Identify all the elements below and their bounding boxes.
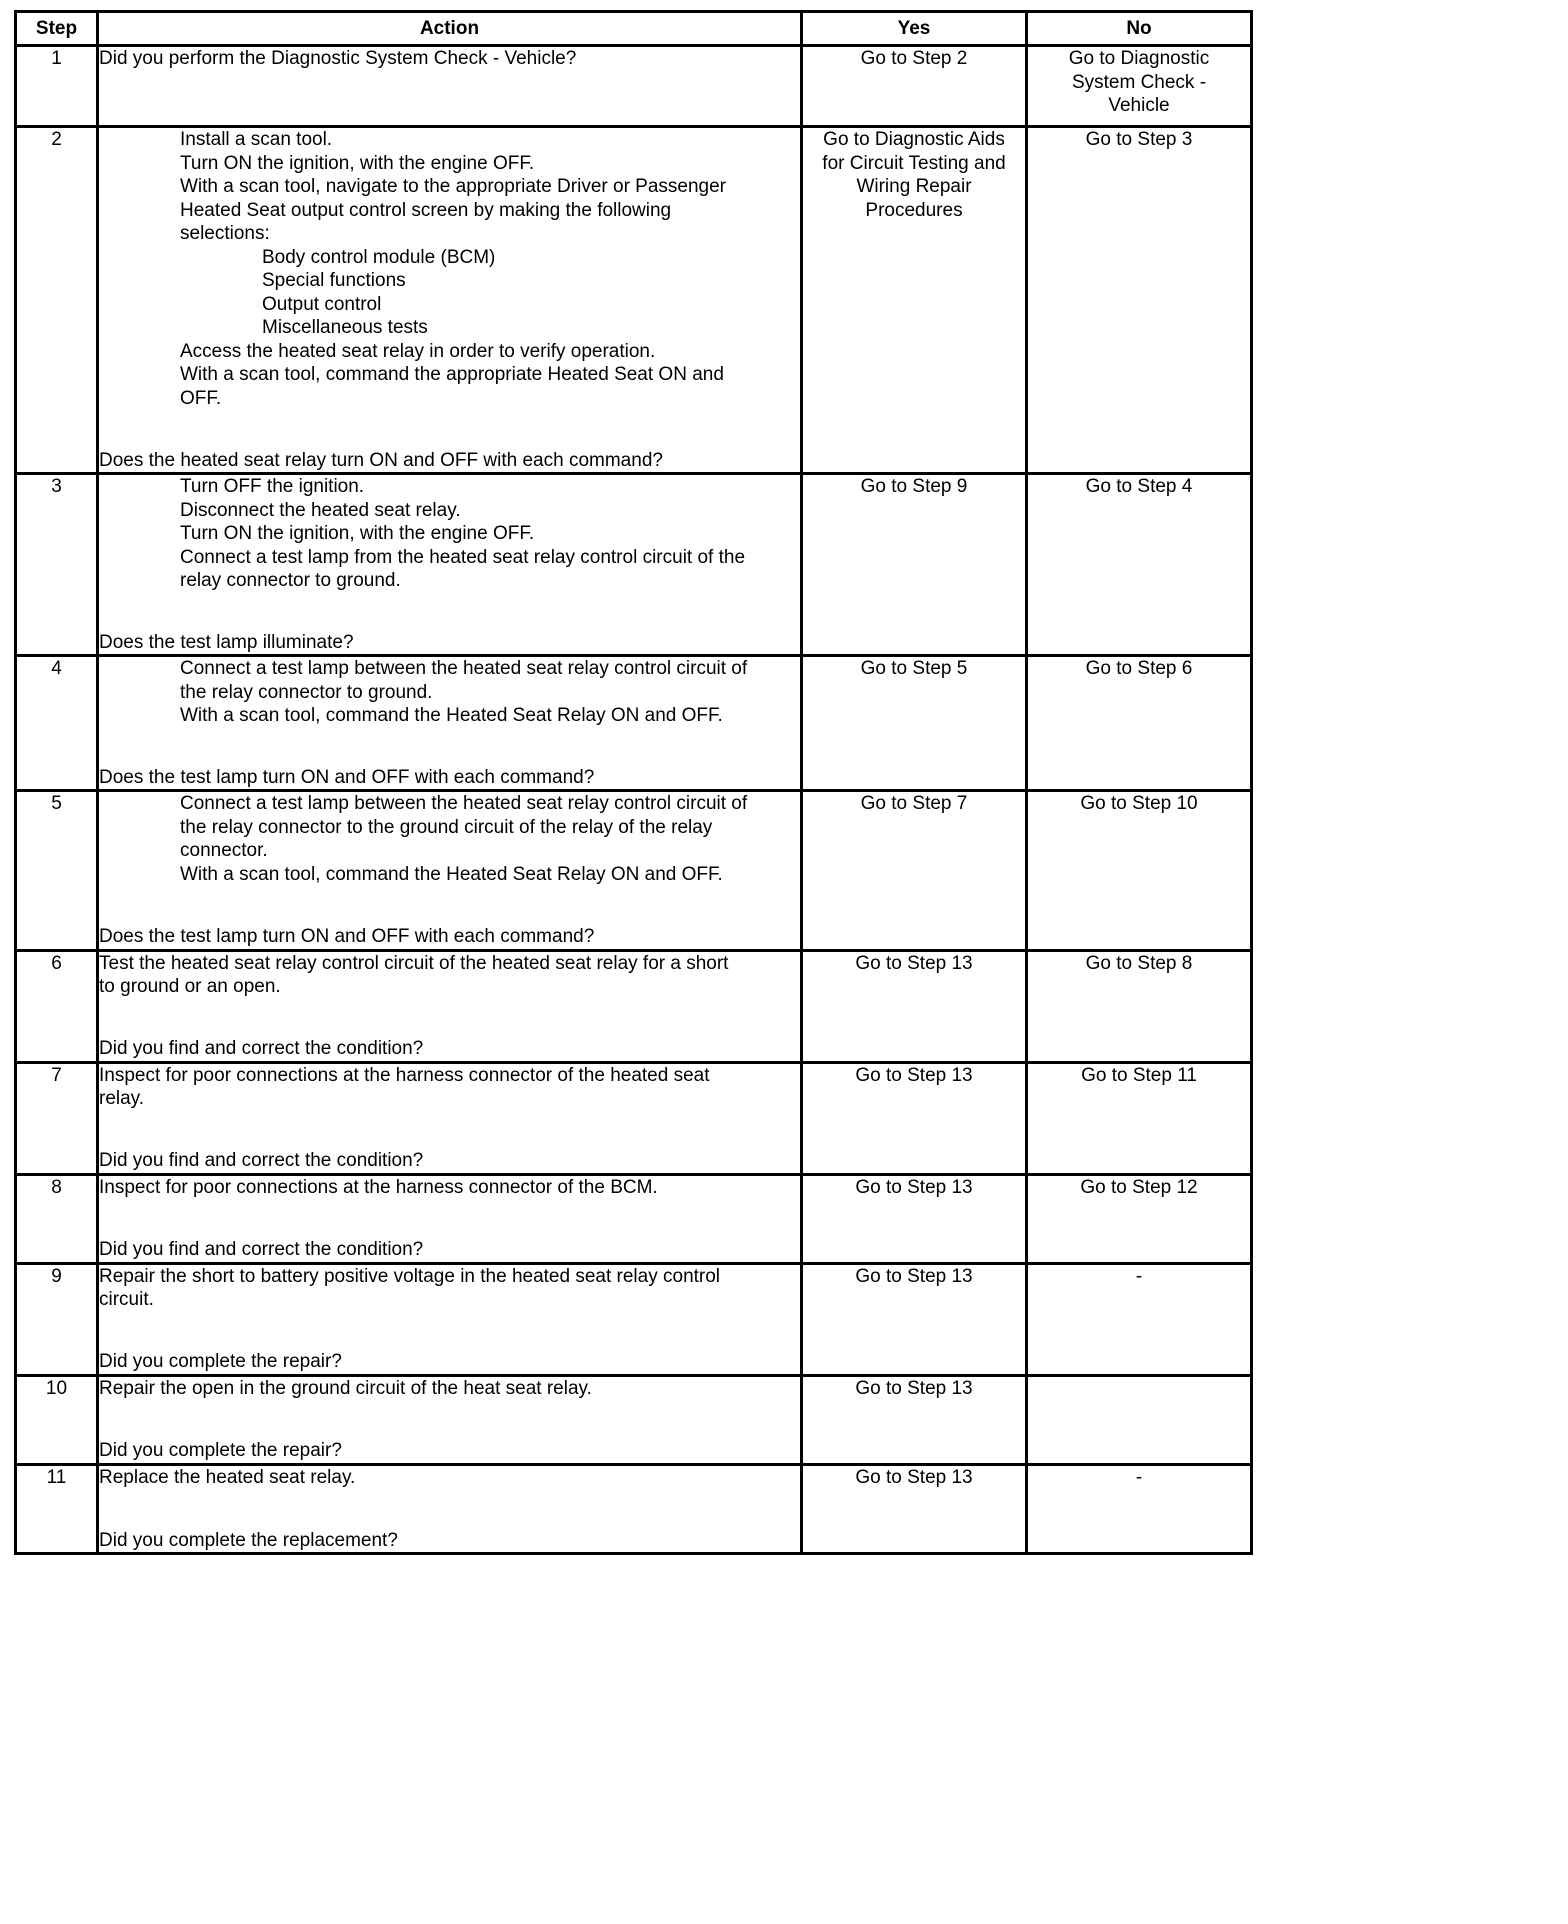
instruction-line: Connect a test lamp between the heated seat relay control circuit of bbox=[180, 793, 748, 815]
table-row bbox=[16, 127, 1252, 474]
no-cell: Go to Step 8 bbox=[1027, 950, 1252, 1062]
question-text: Did you complete the repair? bbox=[99, 1351, 342, 1373]
instruction-line: With a scan tool, navigate to the appropriate Driver or Passenger bbox=[180, 176, 727, 198]
yes-cell: Go to Step 13 bbox=[802, 1263, 1027, 1375]
action-cell bbox=[98, 950, 802, 1062]
instruction-line: selections: bbox=[180, 223, 270, 245]
yes-cell: Go to Step 7 bbox=[802, 791, 1027, 950]
table-row bbox=[16, 656, 1252, 791]
sub-item-list bbox=[99, 246, 800, 340]
question-text: Does the test lamp illuminate? bbox=[99, 631, 354, 653]
step-number: 4 bbox=[16, 656, 98, 791]
instruction-list bbox=[99, 128, 800, 410]
no-line: System Check - bbox=[1071, 71, 1207, 93]
no-cell: - bbox=[1027, 1464, 1252, 1553]
action-text: Did you perform the Diagnostic System Check - Vehicle? bbox=[99, 48, 577, 69]
step-number: 6 bbox=[16, 950, 98, 1062]
action-line: to ground or an open. bbox=[99, 976, 281, 998]
table-row bbox=[16, 46, 1252, 127]
header-no: No bbox=[1027, 12, 1252, 46]
yes-cell: Go to Step 13 bbox=[802, 1174, 1027, 1263]
step-number: 9 bbox=[16, 1263, 98, 1375]
no-cell: Go to Step 6 bbox=[1027, 656, 1252, 791]
header-step: Step bbox=[16, 12, 98, 46]
instruction-line: the relay connector to ground. bbox=[180, 681, 433, 703]
action-cell bbox=[98, 1062, 802, 1174]
yes-cell: Go to Step 13 bbox=[802, 1062, 1027, 1174]
sub-item: Special functions bbox=[262, 270, 406, 292]
action-line: Repair the open in the ground circuit of the heat seat relay. bbox=[99, 1377, 592, 1399]
instruction-line: the relay connector to the ground circuit of the relay of the relay bbox=[180, 816, 713, 838]
question-text: Does the heated seat relay turn ON and OFF with each command? bbox=[99, 449, 663, 471]
sub-item: Output control bbox=[262, 293, 382, 315]
action-cell bbox=[98, 127, 802, 474]
no-cell: Go to Step 4 bbox=[1027, 474, 1252, 656]
instruction-list bbox=[99, 792, 800, 886]
no-cell: - bbox=[1027, 1263, 1252, 1375]
no-cell bbox=[1027, 1375, 1252, 1464]
action-line: Replace the heated seat relay. bbox=[99, 1466, 356, 1488]
diagnostic-table bbox=[14, 10, 1253, 1555]
yes-line: Go to Diagnostic Aids bbox=[823, 129, 1005, 151]
no-line: Go to Diagnostic bbox=[1068, 48, 1210, 69]
question-text: Did you complete the replacement? bbox=[99, 1529, 398, 1551]
yes-cell bbox=[802, 127, 1027, 474]
step-number: 8 bbox=[16, 1174, 98, 1263]
no-cell: Go to Step 3 bbox=[1027, 127, 1252, 474]
yes-cell: Go to Step 9 bbox=[802, 474, 1027, 656]
header-row bbox=[16, 12, 1252, 46]
action-cell bbox=[98, 1464, 802, 1553]
instruction-line: Turn ON the ignition, with the engine OFF. bbox=[180, 523, 535, 545]
question-text: Did you find and correct the condition? bbox=[99, 1239, 424, 1261]
step-number: 5 bbox=[16, 791, 98, 950]
instruction-line: Disconnect the heated seat relay. bbox=[180, 499, 461, 521]
table-row bbox=[16, 1062, 1252, 1174]
yes-cell: Go to Step 13 bbox=[802, 1464, 1027, 1553]
action-paragraph bbox=[99, 1176, 800, 1200]
table-row bbox=[16, 1174, 1252, 1263]
instruction-line: Connect a test lamp between the heated seat relay control circuit of bbox=[180, 658, 748, 680]
question-text: Does the test lamp turn ON and OFF with each command? bbox=[99, 766, 595, 788]
table-row bbox=[16, 474, 1252, 656]
yes-cell: Go to Step 2 bbox=[802, 46, 1027, 127]
action-line: Test the heated seat relay control circuit of the heated seat relay for a short bbox=[99, 952, 729, 974]
yes-cell: Go to Step 13 bbox=[802, 1375, 1027, 1464]
action-cell bbox=[98, 46, 802, 127]
table-row bbox=[16, 1375, 1252, 1464]
action-cell bbox=[98, 656, 802, 791]
instruction-line: Connect a test lamp from the heated seat relay control circuit of the bbox=[180, 546, 746, 568]
action-paragraph bbox=[99, 1265, 800, 1312]
action-line: circuit. bbox=[99, 1289, 154, 1311]
action-cell bbox=[98, 474, 802, 656]
instruction-list bbox=[99, 475, 800, 593]
question-text: Did you find and correct the condition? bbox=[99, 1150, 424, 1172]
no-cell bbox=[1027, 46, 1252, 127]
no-cell: Go to Step 12 bbox=[1027, 1174, 1252, 1263]
question-text: Did you complete the repair? bbox=[99, 1440, 342, 1462]
yes-cell: Go to Step 13 bbox=[802, 950, 1027, 1062]
table-row bbox=[16, 1464, 1252, 1553]
action-cell bbox=[98, 1174, 802, 1263]
action-line: Inspect for poor connections at the harness connector of the BCM. bbox=[99, 1176, 658, 1198]
instruction-line: Turn ON the ignition, with the engine OFF. bbox=[180, 152, 535, 174]
action-paragraph bbox=[99, 1377, 800, 1401]
no-cell: Go to Step 10 bbox=[1027, 791, 1252, 950]
header-action: Action bbox=[98, 12, 802, 46]
question-text: Did you find and correct the condition? bbox=[99, 1038, 424, 1060]
instruction-line: Heated Seat output control screen by making the following bbox=[180, 199, 672, 221]
sub-item: Body control module (BCM) bbox=[262, 246, 496, 268]
instruction-line: With a scan tool, command the appropriate Heated Seat ON and bbox=[180, 364, 724, 386]
action-line: relay. bbox=[99, 1088, 145, 1110]
action-cell bbox=[98, 1263, 802, 1375]
instruction-line: With a scan tool, command the Heated Seat Relay ON and OFF. bbox=[180, 863, 723, 885]
table-row bbox=[16, 950, 1252, 1062]
instruction-line: With a scan tool, command the Heated Seat Relay ON and OFF. bbox=[180, 705, 723, 727]
action-cell bbox=[98, 791, 802, 950]
action-cell bbox=[98, 1375, 802, 1464]
step-number: 3 bbox=[16, 474, 98, 656]
yes-line: Wiring Repair bbox=[856, 176, 972, 198]
yes-line: Procedures bbox=[865, 199, 963, 221]
instruction-line: Install a scan tool. bbox=[180, 129, 333, 151]
instruction-line: OFF. bbox=[180, 387, 222, 409]
instruction-line: Turn OFF the ignition. bbox=[180, 476, 365, 498]
step-number: 11 bbox=[16, 1464, 98, 1553]
question-text: Does the test lamp turn ON and OFF with each command? bbox=[99, 926, 595, 948]
action-paragraph bbox=[99, 1064, 800, 1111]
no-cell: Go to Step 11 bbox=[1027, 1062, 1252, 1174]
step-number: 10 bbox=[16, 1375, 98, 1464]
header-yes: Yes bbox=[802, 12, 1027, 46]
yes-cell: Go to Step 5 bbox=[802, 656, 1027, 791]
action-line: Inspect for poor connections at the harness connector of the heated seat bbox=[99, 1064, 710, 1086]
instruction-line: connector. bbox=[180, 840, 268, 862]
instruction-line: relay connector to ground. bbox=[180, 570, 401, 592]
step-number: 7 bbox=[16, 1062, 98, 1174]
yes-line: for Circuit Testing and bbox=[822, 152, 1006, 174]
instruction-line: Access the heated seat relay in order to verify operation. bbox=[180, 340, 656, 362]
table-row bbox=[16, 791, 1252, 950]
step-number: 1 bbox=[16, 46, 98, 127]
no-line: Vehicle bbox=[1108, 95, 1170, 116]
action-paragraph bbox=[99, 952, 800, 999]
action-line: Repair the short to battery positive voltage in the heated seat relay control bbox=[99, 1265, 721, 1287]
sub-item: Miscellaneous tests bbox=[262, 317, 428, 339]
instruction-list bbox=[99, 657, 800, 728]
step-number: 2 bbox=[16, 127, 98, 474]
action-paragraph bbox=[99, 1466, 800, 1490]
table-row bbox=[16, 1263, 1252, 1375]
